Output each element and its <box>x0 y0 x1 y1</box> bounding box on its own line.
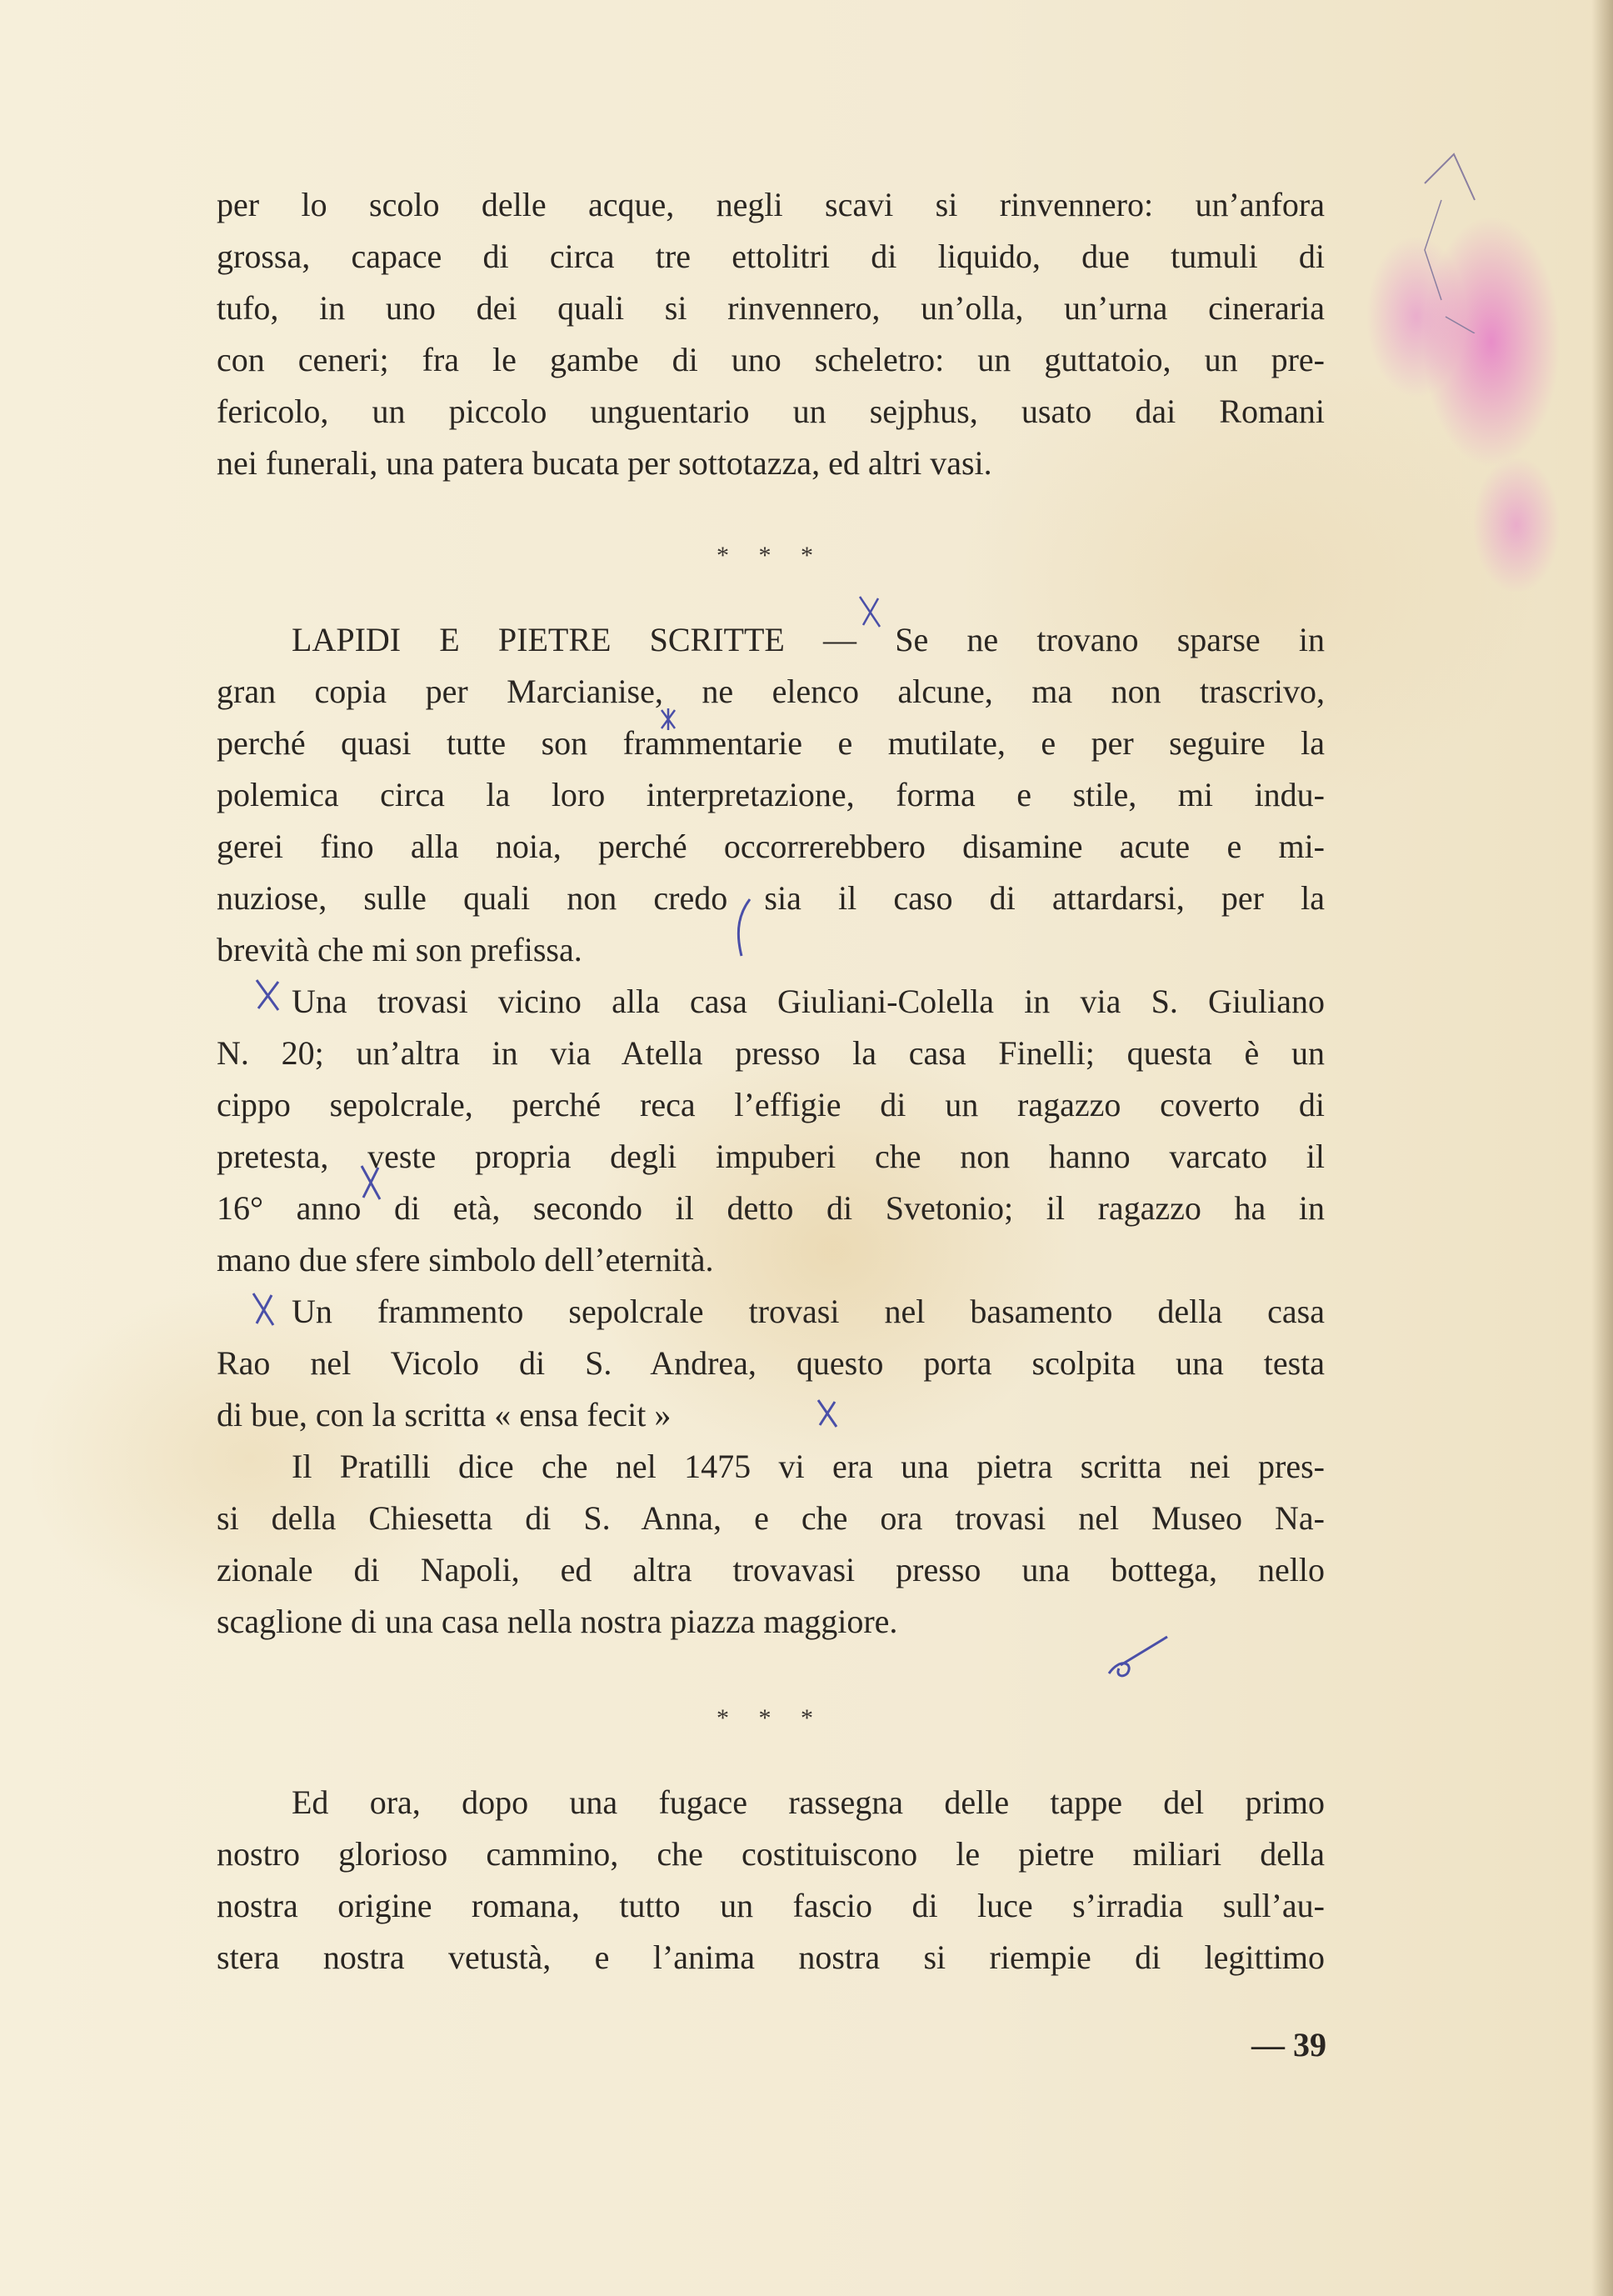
text-line: di bue, con la scritta « ensa fecit » <box>217 1396 672 1433</box>
text-line: Una trovasi vicino alla casa Giuliani-Colella in via S. Giuliano <box>292 983 1325 1020</box>
handwritten-signature-mark <box>1104 1632 1171 1682</box>
text-line: fericolo, un piccolo unguentario un sejphus, usato dai Romani <box>217 393 1325 430</box>
text-line: stera nostra vetustà, e l’anima nostra si riempie di legittimo <box>217 1938 1325 1976</box>
text-line: gran copia per Marcianise, ne elenco alcune, ma non trascrivo, <box>217 673 1325 710</box>
pencil-margin-mark <box>1375 150 1491 333</box>
text-line: si della Chiesetta di S. Anna, e che ora trovasi nel Museo Na- <box>217 1499 1325 1537</box>
text-line: nostro glorioso cammino, che costituiscono le pietre miliari della <box>217 1835 1325 1873</box>
handwritten-x-mark <box>856 593 885 635</box>
paragraph-2 <box>217 614 1325 976</box>
text-line: nuziose, sulle quali non credo sia il caso di attardarsi, per la <box>217 879 1325 917</box>
text-line: nostra origine romana, tutto un fascio di luce s’irradia sull’au- <box>217 1887 1325 1924</box>
paragraph-6 <box>217 1777 1325 1983</box>
section-separator: * * * <box>717 1704 825 1732</box>
text-line: nei funerali, una patera bucata per sottotazza, ed altri vasi. <box>217 444 992 482</box>
text-line: LAPIDI E PIETRE SCRITTE — Se ne trovano sparse in <box>292 621 1325 658</box>
text-line: grossa, capace di circa tre ettolitri di liquido, due tumuli di <box>217 238 1325 275</box>
text-line: brevità che mi son prefissa. <box>217 931 582 968</box>
text-line: Il Pratilli dice che nel 1475 vi era una pietra scritta nei pres- <box>292 1448 1325 1485</box>
paragraph-4 <box>217 1286 1325 1441</box>
text-line: tufo, in uno dei quali si rinvennero, un’olla, un’urna cineraria <box>217 289 1325 327</box>
text-line: polemica circa la loro interpretazione, forma e stile, mi indu- <box>217 776 1325 813</box>
handwritten-x-mark <box>250 1290 277 1328</box>
text-line: mano due sfere simbolo dell’eternità. <box>217 1241 714 1278</box>
text-line: 16° anno di età, secondo il detto di Svetonio; il ragazzo ha in <box>217 1189 1325 1227</box>
handwritten-x-mark <box>815 1397 840 1430</box>
text-line: scaglione di una casa nella nostra piazza maggiore. <box>217 1603 898 1640</box>
text-line: Rao nel Vicolo di S. Andrea, questo porta scolpita una testa <box>217 1344 1325 1382</box>
handwritten-x-mark <box>358 1163 383 1204</box>
text-line: gerei fino alla noia, perché occorrerebbero disamine acute e mi- <box>217 828 1325 865</box>
page-edge-shadow <box>1591 0 1613 2296</box>
section-separator: * * * <box>717 542 825 569</box>
paragraph-5 <box>217 1441 1325 1648</box>
text-line: con ceneri; fra le gambe di uno scheletro: un guttatoio, un pre- <box>217 341 1325 378</box>
text-line: pretesta, veste propria degli impuberi che non hanno varcato il <box>217 1138 1325 1175</box>
page-number: — 39 <box>1251 2026 1326 2063</box>
text-line: N. 20; un’altra in via Atella presso la casa Finelli; questa è un <box>217 1034 1325 1072</box>
paragraph-3 <box>217 976 1325 1286</box>
handwritten-x-mark <box>253 977 283 1013</box>
text-line: perché quasi tutte son frammentarie e mutilate, e per seguire la <box>217 724 1325 762</box>
text-line: Un frammento sepolcrale trovasi nel basamento della casa <box>292 1293 1325 1330</box>
text-line: per lo scolo delle acque, negli scavi si rinvennero: un’anfora <box>217 186 1325 223</box>
text-line: cippo sepolcrale, perché reca l’effigie di un ragazzo coverto di <box>217 1086 1325 1123</box>
text-line: Ed ora, dopo una fugace rassegna delle tappe del primo <box>292 1783 1325 1821</box>
paragraph-1 <box>217 179 1325 489</box>
handwritten-asterisk-mark <box>658 707 678 732</box>
handwritten-bracket-mark <box>732 896 757 963</box>
text-line: zionale di Napoli, ed altra trovavasi presso una bottega, nello <box>217 1551 1325 1588</box>
